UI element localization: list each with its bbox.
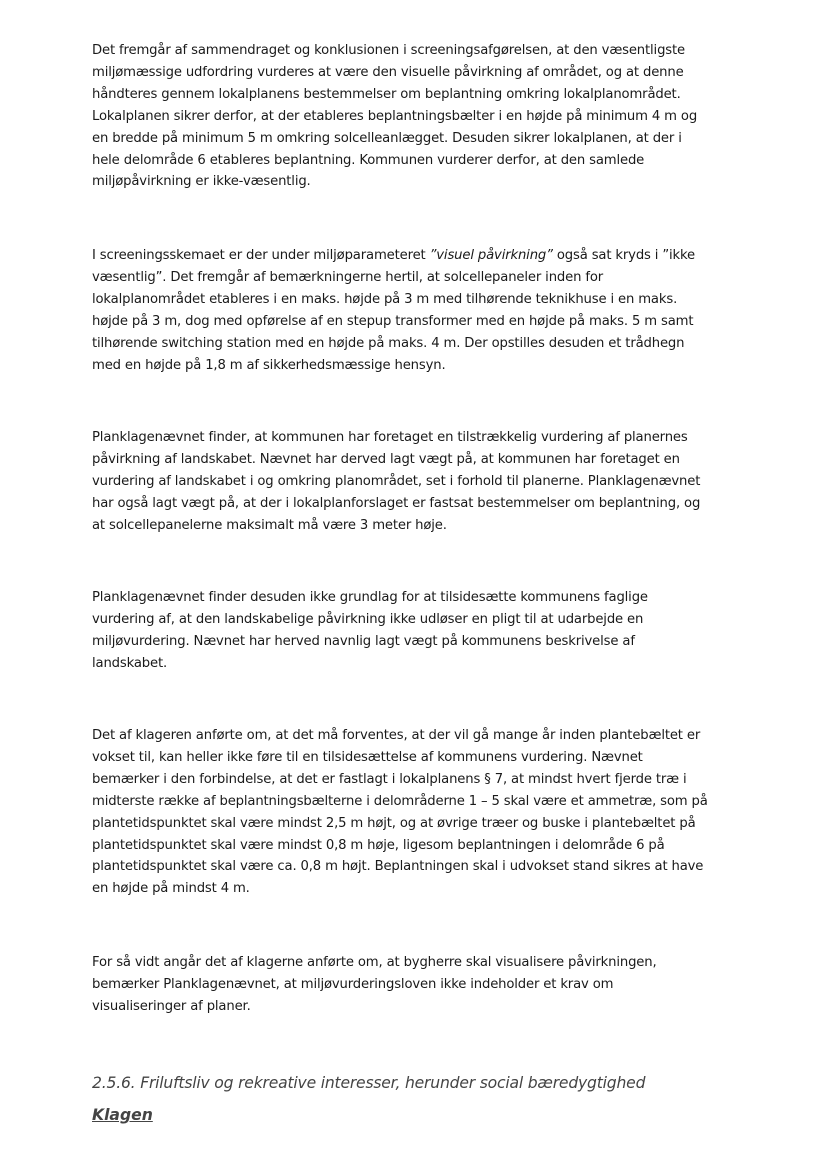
text-line: bemærker i den forbindelse, at det er fastlagt i lokalplanens § 7, at mindst hvert fjerde træ i: [92, 771, 687, 787]
text-line: lokalplanområdet etableres i en maks. højde på 3 m med tilhørende teknikhuse i en maks.: [92, 291, 678, 307]
text-segment: I screeningsskemaet er der under miljøparameteret: [92, 248, 430, 263]
text-line: en højde på mindst 4 m.: [92, 881, 250, 897]
paragraph-planting-belt: [92, 725, 708, 900]
text-line: Planklagenævnet finder desuden ikke grundlag for at tilsidesætte kommunens faglige: [92, 590, 648, 605]
text-line: visualiseringer af planer.: [92, 998, 251, 1014]
section-heading: 2.5.6. Friluftsliv og rekreative interesser, herunder social bæredygtighed: [92, 1074, 646, 1092]
text-line: Det fremgår af sammendraget og konklusionen i screeningsafgørelsen, at den væsentligste: [92, 43, 685, 58]
text-line: bemærker Planklagenævnet, at miljøvurderingsloven ikke indeholder et krav om: [92, 976, 614, 992]
text-line: højde på 3 m, dog med opførelse af en stepup transformer med en højde på maks. 5 m samt: [92, 313, 694, 329]
text-line: miljøpåvirkning er ikke-væsentlig.: [92, 174, 311, 190]
text-segment: også sat kryds i ”ikke: [552, 248, 696, 263]
paragraph-screening-summary: [92, 40, 697, 193]
text-line: at solcellepanelerne maksimalt må være 3 meter høje.: [92, 517, 447, 533]
text-line: har også lagt vægt på, at der i lokalplanforslaget er fastsat bestemmelser om beplantning, og: [92, 495, 701, 511]
text-line: Det af klageren anførte om, at det må forventes, at der vil gå mange år inden plantebæltet er: [92, 728, 701, 743]
text-line: håndteres gennem lokalplanens bestemmelser om beplantning omkring lokalplanområdet.: [92, 86, 681, 102]
text-line: vurdering af, at den landskabelige påvirkning ikke udløser en pligt til at udarbejde en: [92, 611, 644, 627]
text-line: væsentlig”. Det fremgår af bemærkningerne hertil, at solcellepaneler inden for: [92, 269, 604, 285]
text-line: miljøvurdering. Nævnet har herved navnlig lagt vægt på kommunens beskrivelse af: [92, 633, 635, 649]
text-line: midterste række af beplantningsbælterne i delområderne 1 – 5 skal være et ammetræ, som på: [92, 793, 708, 809]
paragraph-screening-schema: [92, 245, 695, 376]
text-line: plantetidspunktet skal være mindst 0,8 m høje, ligesom beplantningen i delområde 6 på: [92, 837, 665, 853]
text-line: vokset til, kan heller ikke føre til en tilsidesættelse af kommunens vurdering. Nævnet: [92, 749, 643, 765]
text-line: påvirkning af landskabet. Nævnet har derved lagt vægt på, at kommunen har foretaget en: [92, 451, 680, 467]
text-line: vurdering af landskabet i og omkring planområdet, set i forhold til planerne. Planklagenævnet: [92, 473, 701, 489]
text-line: Planklagenævnet finder, at kommunen har foretaget en tilstrækkelig vurdering af planernes: [92, 430, 688, 445]
text-line: tilhørende switching station med en højde på maks. 4 m. Der opstilles desuden et trådhegn: [92, 335, 685, 351]
paragraph-visualisation: [92, 952, 657, 1018]
text-line: med en højde på 1,8 m af sikkerhedsmæssige hensyn.: [92, 357, 446, 373]
text-line: Lokalplanen sikrer derfor, at der etableres beplantningsbælter i en højde på minimum 4 m og: [92, 108, 698, 124]
subheading-klagen: Klagen: [92, 1106, 153, 1124]
text-line: landskabet.: [92, 655, 168, 671]
text-line: [92, 245, 695, 267]
paragraph-board-finding: [92, 427, 700, 537]
text-line: For så vidt angår det af klagerne anførte om, at bygherre skal visualisere påvirkningen,: [92, 955, 657, 970]
text-line: miljømæssige udfordring vurderes at være den visuelle påvirkning af området, og at denne: [92, 64, 684, 80]
text-line: plantetidspunktet skal være mindst 2,5 m højt, og at øvrige træer og buske i plantebæltet på: [92, 815, 696, 831]
paragraph-board-assessment: [92, 587, 648, 675]
text-line: en bredde på minimum 5 m omkring solcelleanlægget. Desuden sikrer lokalplanen, at der i: [92, 130, 682, 146]
text-line: plantetidspunktet skal være ca. 0,8 m højt. Beplantningen skal i udvokset stand sikres at have: [92, 859, 704, 875]
italic-term: ”visuel påvirkning”: [429, 248, 553, 263]
text-line: hele delområde 6 etableres beplantning. Kommunen vurderer derfor, at den samlede: [92, 152, 645, 168]
